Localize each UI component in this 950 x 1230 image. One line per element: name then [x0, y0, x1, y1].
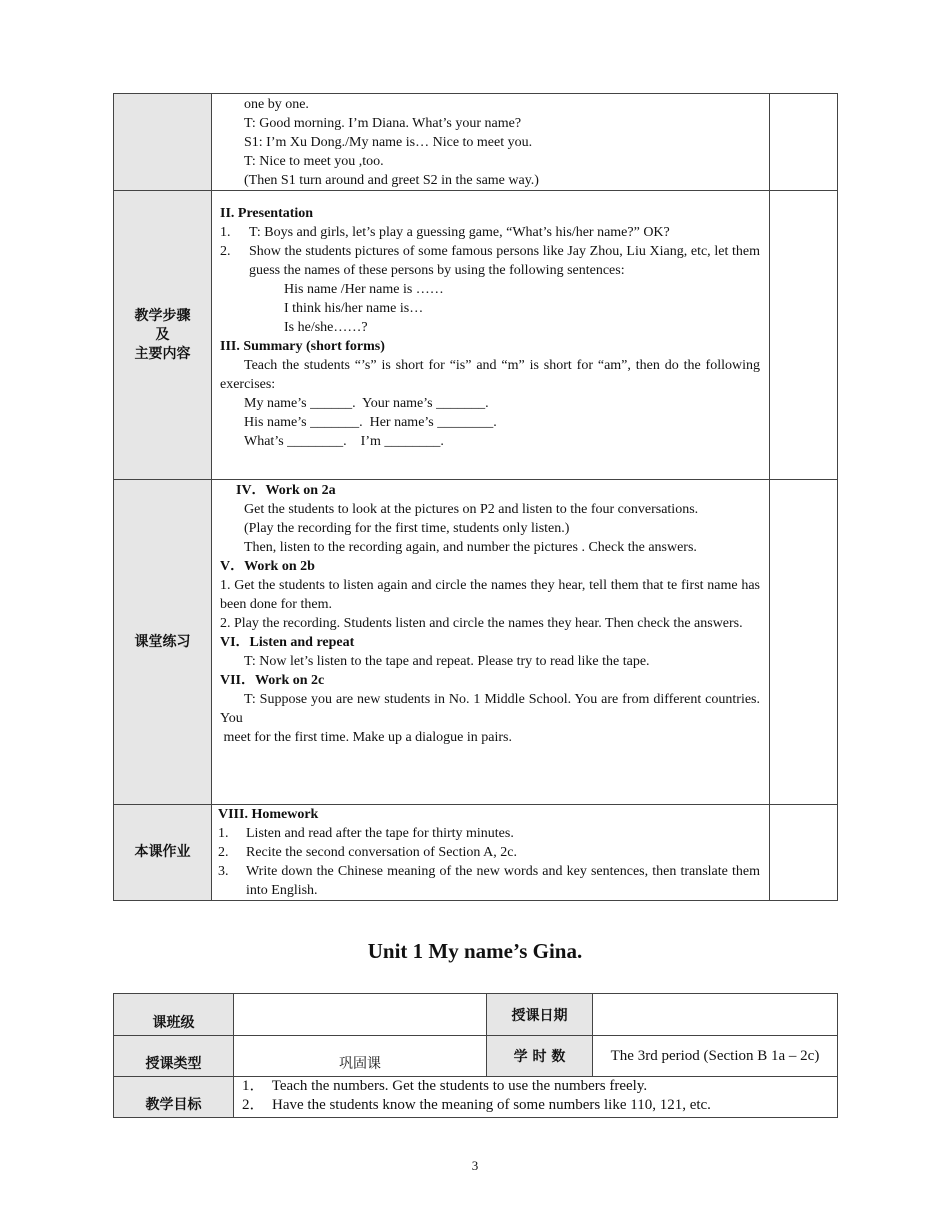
row-content [212, 191, 770, 480]
goal-line: 2． Have the students know the meaning of some numbers like 110, 121, etc. [242, 1097, 711, 1113]
row-label: 课堂练习 [114, 480, 212, 805]
goal-label: 教学目标 [114, 1077, 234, 1118]
list-item: 3. Write down the Chinese meaning of the new words and key sentences, then translate them into English. [218, 864, 760, 898]
class-label: 课班级 [114, 994, 234, 1036]
paragraph: Teach the students “’s” is short for “is” and “m” is short for “am”, then do the following exercises: [220, 358, 760, 392]
row-content [212, 480, 770, 805]
section-heading: VI．Listen and repeat [220, 635, 355, 650]
list-item: 1. T: Boys and girls, let’s play a guessing game, “What’s his/her name?” OK? [220, 225, 670, 240]
row-label: 本课作业 [114, 805, 212, 901]
notes-cell [770, 94, 838, 191]
section-heading: IV．Work on 2a [236, 483, 336, 498]
hours-value: The 3rd period (Section B 1a – 2c) [593, 1036, 838, 1077]
table-row [114, 480, 838, 805]
table-row [114, 994, 838, 1036]
paragraph: Then, listen to the recording again, and number the pictures . Check the answers. [244, 540, 697, 555]
paragraph: T: Now let’s listen to the tape and repeat. Please try to read like the tape. [244, 654, 650, 669]
page-number: 3 [471, 1158, 479, 1173]
paragraph: (Play the recording for the first time, students only listen.) [244, 521, 570, 536]
sentence-pattern: His name /Her name is …… [284, 282, 444, 297]
goal-content [234, 1077, 838, 1118]
text-line: T: Good morning. I’m Diana. What’s your name? [244, 116, 522, 131]
row-content [212, 805, 770, 901]
text-line: S1: I’m Xu Dong./My name is… Nice to meet you. [244, 135, 533, 150]
sentence-pattern: I think his/her name is… [284, 301, 424, 316]
row-label [114, 191, 212, 480]
exercise-line: His name’s _______. Her name’s ________. [244, 415, 497, 430]
table-row [114, 191, 838, 480]
hours-label: 学 时 数 [487, 1036, 593, 1077]
paragraph: 1. Get the students to listen again and circle the names they hear, tell them that te first name has been done for them. [220, 578, 760, 612]
class-value [234, 994, 487, 1036]
exercise-line: My name’s ______. Your name’s _______. [244, 396, 489, 411]
notes-cell [770, 805, 838, 901]
paragraph: meet for the first time. Make up a dialogue in pairs. [220, 730, 512, 745]
type-label: 授课类型 [114, 1036, 234, 1077]
text-line: T: Nice to meet you ,too. [244, 154, 384, 169]
exercise-line: What’s ________. I’m ________. [244, 434, 444, 449]
table-row [114, 805, 838, 901]
section-heading: V．Work on 2b [220, 559, 315, 574]
sentence-pattern: Is he/she……? [284, 320, 368, 335]
lesson-steps-table [113, 93, 838, 901]
lesson-info-table [113, 993, 838, 1118]
goal-line: 1． Teach the numbers. Get the students to use the numbers freely. [242, 1078, 648, 1094]
row-content [212, 94, 770, 191]
date-value [593, 994, 838, 1036]
table-row [114, 1077, 838, 1118]
section-heading: II. Presentation [220, 206, 314, 221]
notes-cell [770, 191, 838, 480]
list-item: 1. Listen and read after the tape for thirty minutes. [218, 826, 514, 841]
paragraph: T: Suppose you are new students in No. 1 Middle School. You are from different countries. You [220, 692, 760, 726]
table-row [114, 1036, 838, 1077]
list-item: 2. Show the students pictures of some famous persons like Jay Zhou, Liu Xiang, etc, let them guess the names of these persons by using the following sentences: [220, 244, 760, 278]
notes-cell [770, 480, 838, 805]
row-label [114, 94, 212, 191]
type-value: 巩固课 [234, 1036, 487, 1077]
label-line: 教学步骤 [134, 307, 191, 324]
section-heading: VII．Work on 2c [220, 673, 325, 688]
unit-title: Unit 1 My name’s Gina. [367, 939, 583, 963]
section-heading: VIII. Homework [218, 807, 319, 822]
label-line: 主要内容 [134, 345, 191, 362]
paragraph: Get the students to look at the pictures on P2 and listen to the four conversations. [244, 502, 699, 517]
table-row [114, 94, 838, 191]
paragraph: 2. Play the recording. Students listen and circle the names they hear. Then check the answers. [220, 616, 743, 631]
label-line: 及 [155, 326, 170, 343]
list-item: 2. Recite the second conversation of Section A, 2c. [218, 845, 517, 860]
date-label: 授课日期 [487, 994, 593, 1036]
section-heading: III. Summary (short forms) [220, 339, 385, 354]
text-line: one by one. [244, 97, 309, 112]
text-line: (Then S1 turn around and greet S2 in the same way.) [244, 173, 539, 188]
